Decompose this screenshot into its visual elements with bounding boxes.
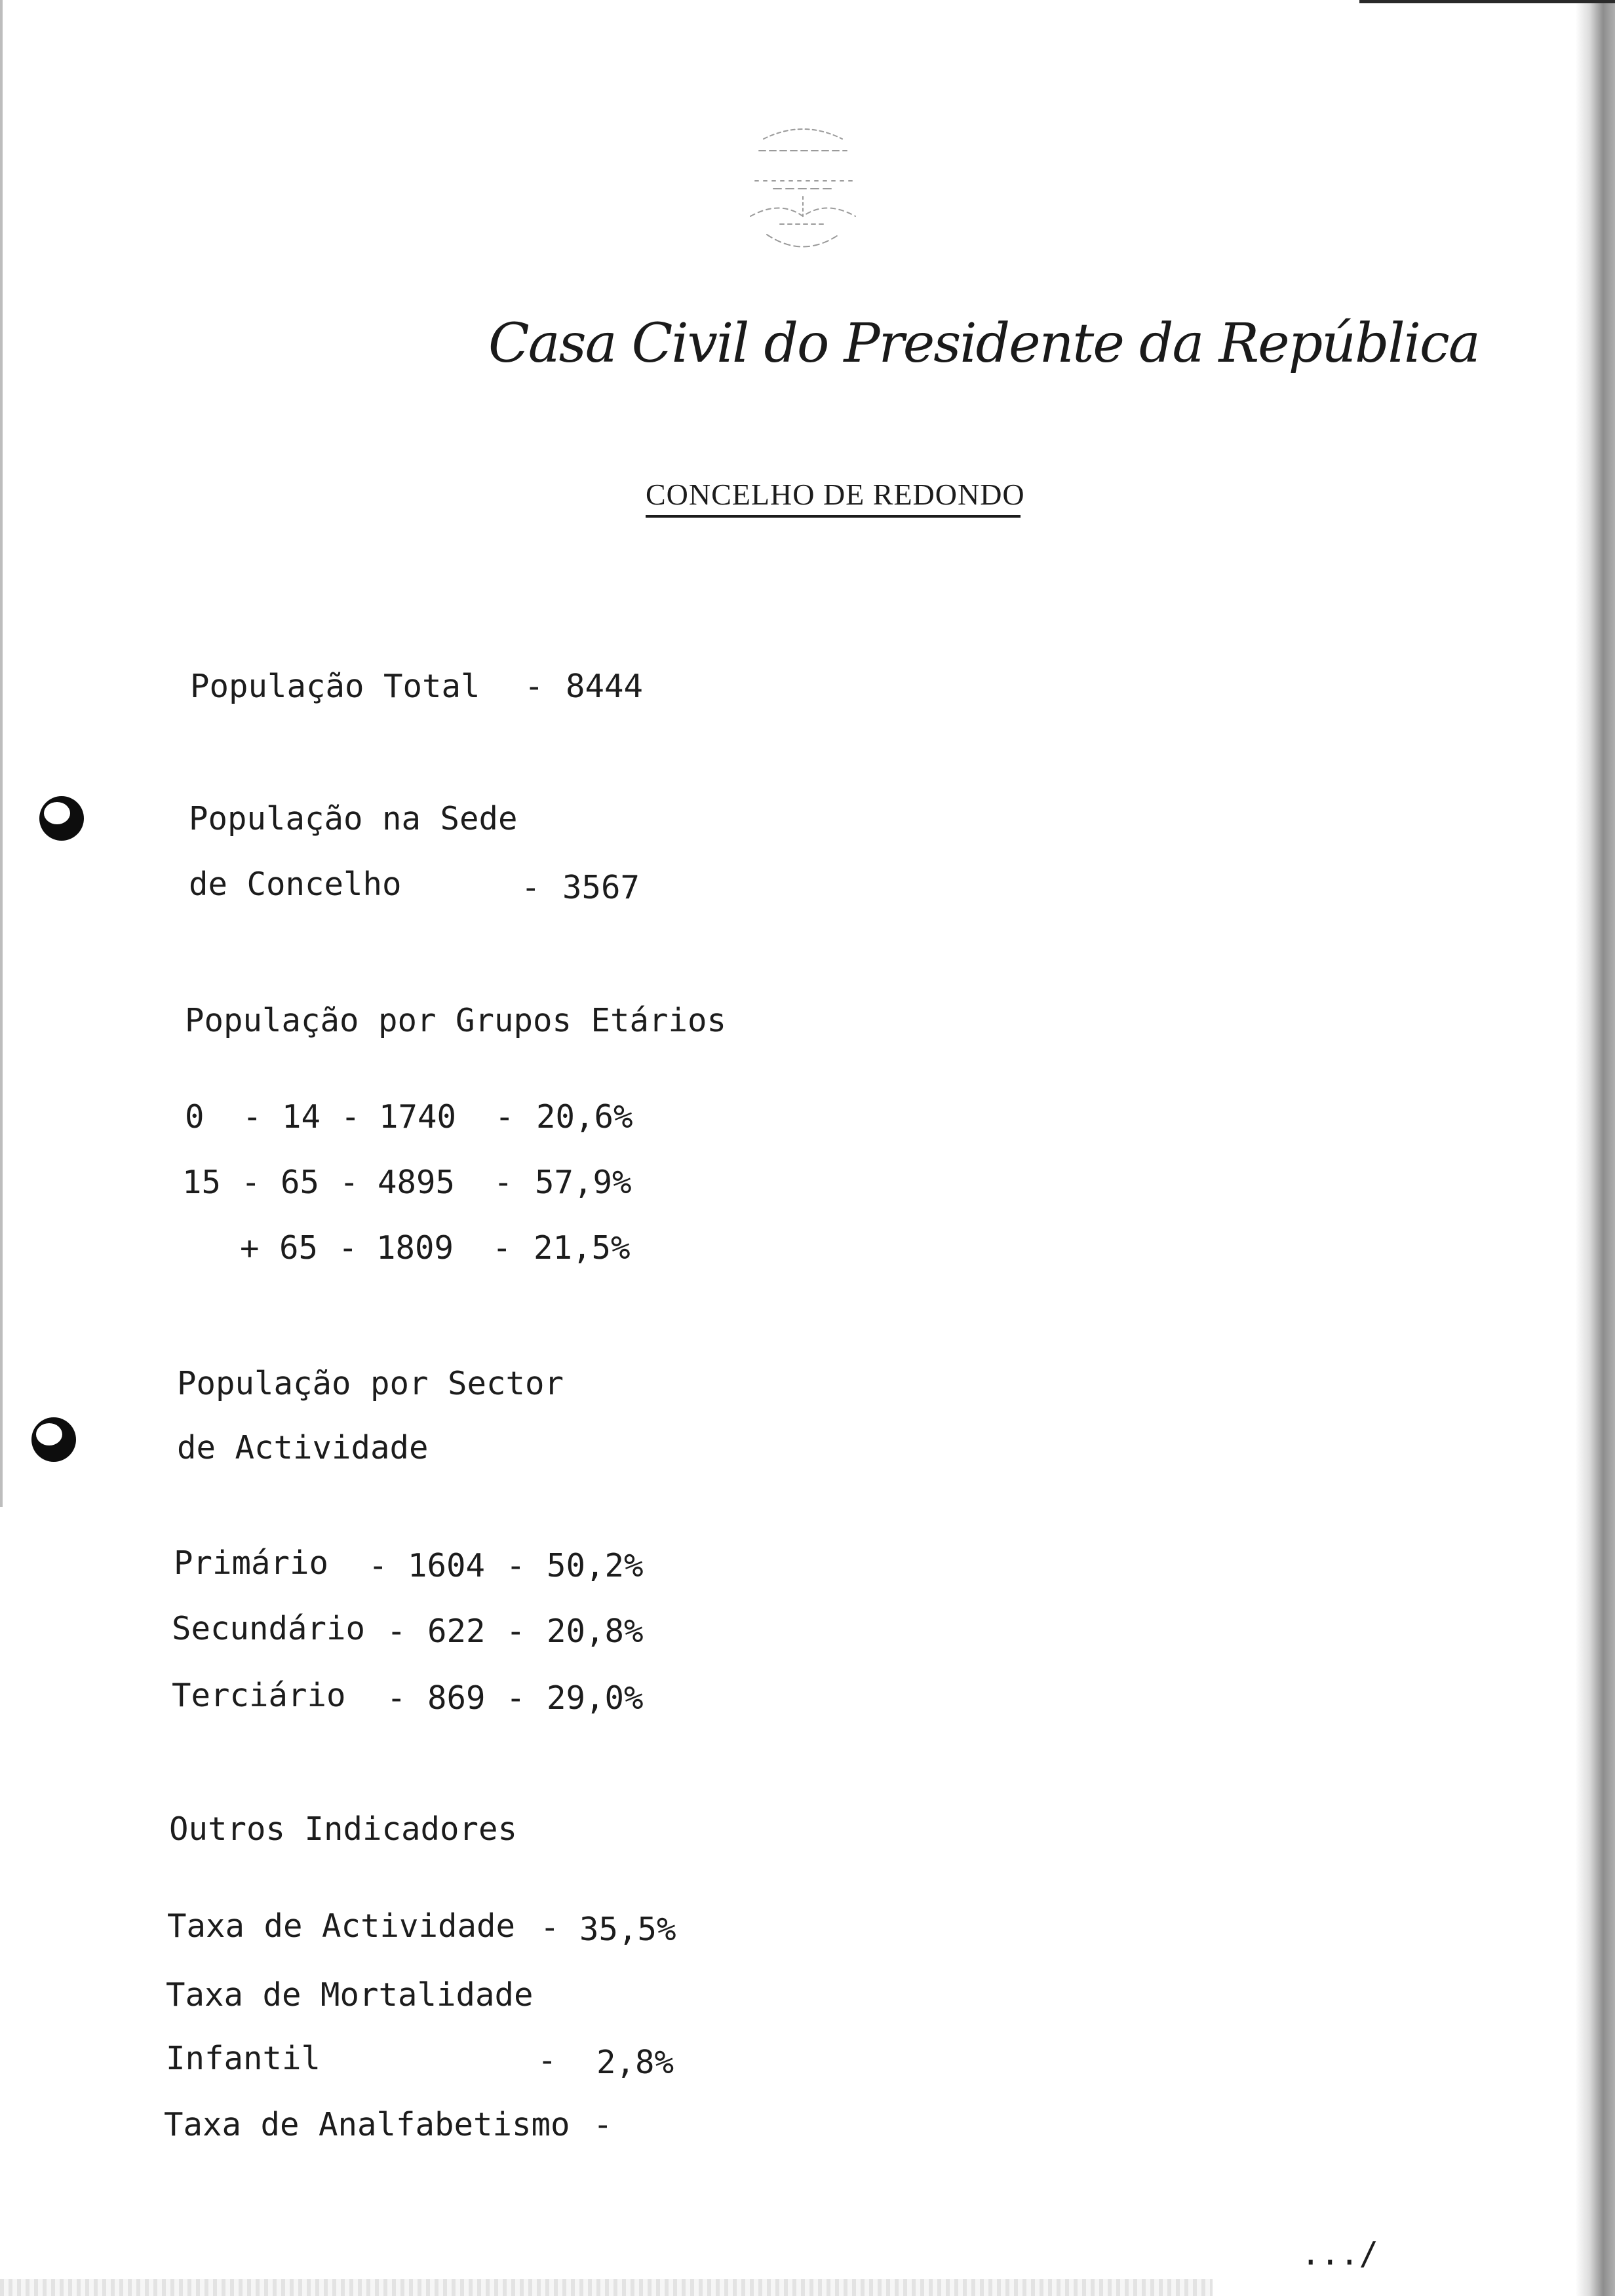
grupo-row-2-to: 65 — [281, 1164, 320, 1201]
punch-hole — [39, 796, 84, 841]
grupo-row-2-from: 15 — [182, 1164, 222, 1201]
sector-row-3-count: 869 — [427, 1679, 486, 1717]
grupo-row-1-percent: 20,6% — [536, 1098, 633, 1136]
page-right-edge-shadow — [1576, 0, 1615, 2296]
grupo-row-2-percent: 57,9% — [535, 1164, 632, 1201]
sector-heading: População por Sector — [177, 1365, 564, 1402]
grupo-row-1-to: 14 — [282, 1098, 321, 1136]
continuation-mark: .../ — [1301, 2235, 1379, 2272]
scan-corner-line — [1359, 0, 1615, 3]
grupo-row-3-dash: - — [338, 1229, 358, 1267]
populacao-sede-dash: - — [521, 869, 541, 906]
grupo-row-2-dash: - — [241, 1164, 261, 1201]
sector-row-1-dash: - — [368, 1547, 388, 1584]
populacao-sede-label-2: de Concelho — [189, 866, 402, 903]
letterhead-script: Casa Civil do Presidente da República — [488, 313, 1479, 375]
populacao-total-dash: - — [524, 668, 544, 705]
sector-row-3-dash-2: - — [506, 1679, 526, 1717]
grupo-row-3-count: 1809 — [376, 1229, 454, 1267]
taxa-mortalidade-dash: - — [537, 2042, 557, 2079]
document-title: CONCELHO DE REDONDO — [646, 478, 1025, 511]
grupo-row-3-percent: 21,5% — [534, 1229, 631, 1267]
sector-row-2-label: Secundário — [172, 1610, 366, 1647]
grupo-row-3-from: + — [240, 1229, 260, 1267]
sector-heading-2: de Actividade — [177, 1429, 429, 1466]
taxa-mortalidade-label-2: Infantil — [166, 2040, 321, 2077]
sector-row-1-label: Primário — [174, 1544, 329, 1582]
taxa-actividade-dash: - — [540, 1909, 560, 1946]
grupo-row-1-dash: - — [243, 1098, 262, 1136]
taxa-actividade-value: 35,5% — [579, 1911, 676, 1948]
sector-row-3-percent: 29,0% — [547, 1679, 644, 1717]
grupo-row-3-dash-2: - — [492, 1229, 512, 1267]
taxa-actividade-label: Taxa de Actividade — [167, 1907, 516, 1945]
sector-row-2-dash-2: - — [506, 1613, 526, 1650]
punch-hole — [31, 1417, 76, 1462]
outros-heading: Outros Indicadores — [169, 1810, 518, 1848]
taxa-mortalidade-value: 2,8% — [596, 2044, 674, 2081]
taxa-analfabetismo-dash: - — [593, 2106, 613, 2143]
coat-of-arms-emblem — [741, 118, 865, 265]
taxa-analfabetismo-label: Taxa de Analfabetismo — [164, 2106, 570, 2143]
sector-row-2-count: 622 — [427, 1613, 486, 1650]
grupos-etarios-heading: População por Grupos Etários — [185, 1002, 727, 1039]
page-left-edge — [0, 0, 3, 1507]
grupo-row-2-count: 4895 — [378, 1164, 456, 1201]
populacao-total-label: População Total — [190, 668, 480, 705]
sector-row-1-dash-2: - — [506, 1547, 526, 1584]
sector-row-2-percent: 20,8% — [547, 1613, 644, 1650]
populacao-sede-label: População na Sede — [189, 800, 518, 837]
grupo-row-1-count: 1740 — [379, 1098, 457, 1136]
scan-bottom-edge — [0, 2279, 1213, 2296]
title-underline — [646, 515, 1021, 518]
grupo-row-1-dash-2: - — [341, 1098, 360, 1136]
grupo-row-3-to: 65 — [279, 1229, 319, 1267]
populacao-total-value: 8444 — [566, 668, 644, 705]
sector-row-2-dash: - — [387, 1613, 406, 1650]
sector-row-3-label: Terciário — [172, 1677, 346, 1714]
sector-row-1-count: 1604 — [408, 1547, 486, 1584]
grupo-row-2-dash-2: - — [340, 1164, 359, 1201]
grupo-row-2-dash-3: - — [494, 1164, 513, 1201]
grupo-row-1-dash-3: - — [495, 1098, 515, 1136]
populacao-sede-value: 3567 — [562, 869, 640, 906]
grupo-row-1-from: 0 — [185, 1098, 204, 1136]
sector-row-3-dash: - — [387, 1679, 406, 1717]
taxa-mortalidade-label: Taxa de Mortalidade — [166, 1976, 534, 2014]
sector-row-1-percent: 50,2% — [547, 1547, 644, 1584]
